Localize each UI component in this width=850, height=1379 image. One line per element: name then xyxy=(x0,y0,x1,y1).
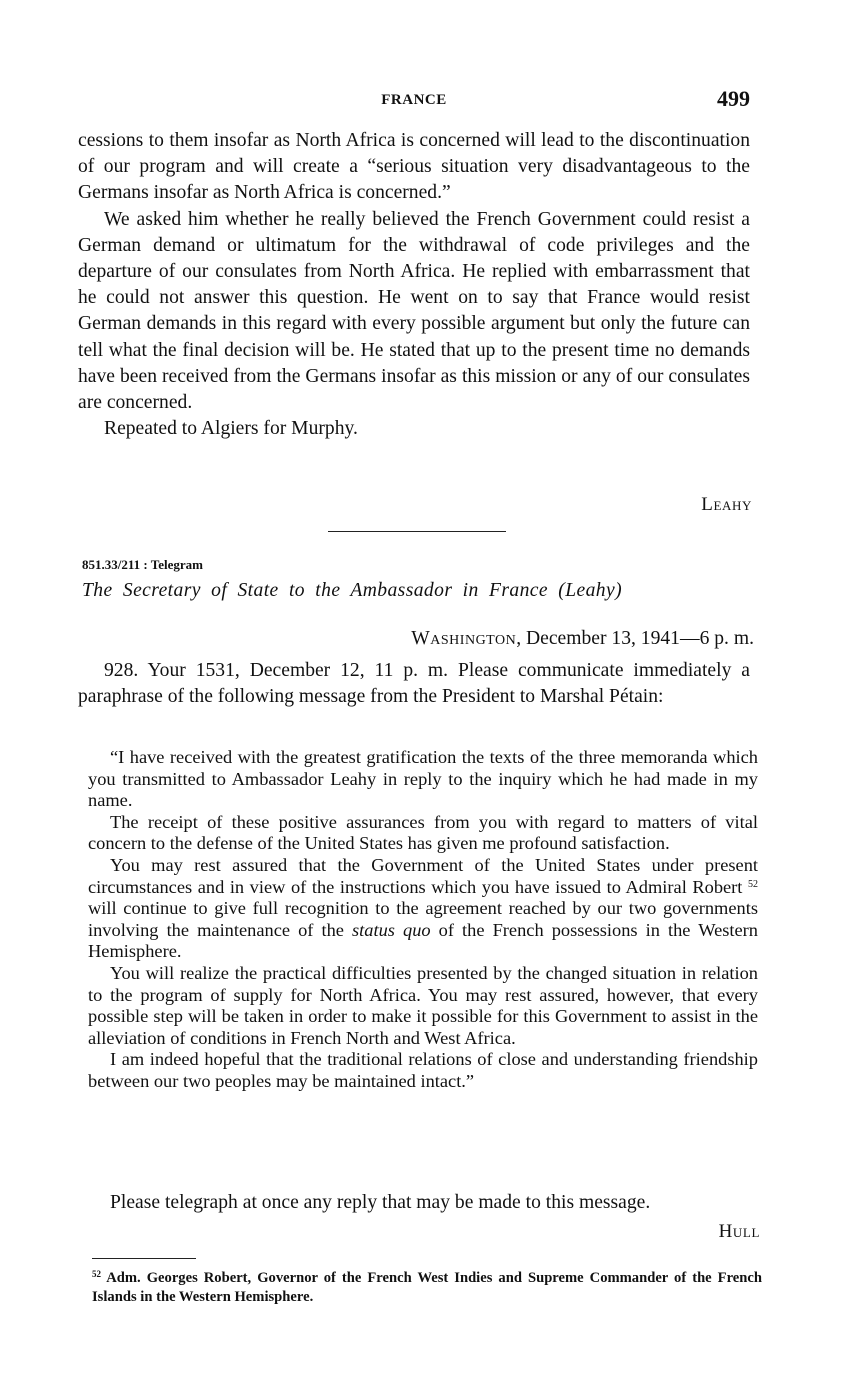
dateline xyxy=(411,628,754,650)
page-number: 499 xyxy=(717,86,750,111)
quote-p3-c: of the French possessions in the Western Hemisphere. xyxy=(88,919,758,962)
document-heading: The Secretary of State to the Ambassador in France (Leahy) xyxy=(82,580,622,601)
footnote-mark: 52 xyxy=(92,1269,101,1279)
signature-leahy: Leahy xyxy=(701,494,752,515)
telegram-intro-block xyxy=(78,658,750,710)
quote-paragraph-1: “I have received with the greatest gratification the texts of the three memoranda which you transmitted to Ambassador Leahy in reply to the inquiry which he had made in my name. xyxy=(88,747,758,811)
footnote-text: Adm. Georges Robert, Governor of the French West Indies and Supreme Commander of the French Islands in the Western Hemisphere. xyxy=(92,1270,762,1305)
running-header xyxy=(78,88,750,118)
footnote xyxy=(92,1265,762,1307)
signature-hull: Hull xyxy=(718,1221,760,1242)
president-message xyxy=(88,747,758,1093)
quote-p3-b: will continue to give full recognition to the agreement reached by our two governments involving the maintenance of the xyxy=(88,898,758,940)
quote-p3-italic: status quo xyxy=(352,919,431,940)
quote-paragraph-2: The receipt of these positive assurances from you with regard to matters of vital concern to the defense of the United States has given me profound satisfaction. xyxy=(88,811,758,854)
quote-paragraph-4: You will realize the practical difficulties presented by the changed situation in relation to the program of supply for North Africa. You may rest assured, however, that every possible step will be taken in order to make it possible for this Government to assist in the alleviation of conditions in French North and West Africa. xyxy=(88,962,758,1048)
quote-p3-a: You may rest assured that the Government of the United States under present circumstances and in view of the instructions which you have issued to Admiral Robert xyxy=(88,854,758,897)
paragraph-repeated: Repeated to Algiers for Murphy. xyxy=(104,418,358,440)
running-title: FRANCE xyxy=(381,92,447,108)
dateline-place: Washington xyxy=(411,628,517,649)
dateline-date: , December 13, 1941—6 p. m. xyxy=(516,628,754,649)
telegram-intro: 928. Your 1531, December 12, 11 p. m. Please communicate immediately a paraphrase of the following message from the President to Marshal Pétain: xyxy=(78,660,750,708)
footnote-divider xyxy=(92,1258,196,1259)
paragraph-question: We asked him whether he really believed the French Government could resist a German demand or ultimatum for the withdrawal of code privileges and the departure of our consulates from North Africa. He replied with embarrassment that he could not answer this question. He went on to say that France would resist German demands in this regard with every possible argument but only the future can tell what the final decision will be. He stated that up to the present time no demands have been received from the Germans insofar as this mission or any of our consulates are concerned. xyxy=(78,208,750,414)
file-reference: 851.33/211 : Telegram xyxy=(82,557,203,572)
paragraph-continuation: cessions to them insofar as North Africa is concerned will lead to the discontinuation of our program and will create a “serious situation very disadvantageous to the Germans insofar as North Africa is concerned.” xyxy=(78,130,750,204)
closing-instruction: Please telegraph at once any reply that may be made to this message. xyxy=(110,1192,651,1213)
top-section-text xyxy=(78,128,750,442)
section-divider xyxy=(328,531,506,532)
quote-paragraph-3 xyxy=(88,855,758,963)
quote-paragraph-5: I am indeed hopeful that the traditional relations of close and understanding friendship between our two peoples may be maintained intact.” xyxy=(88,1049,758,1091)
footnote-reference: 52 xyxy=(747,878,758,890)
